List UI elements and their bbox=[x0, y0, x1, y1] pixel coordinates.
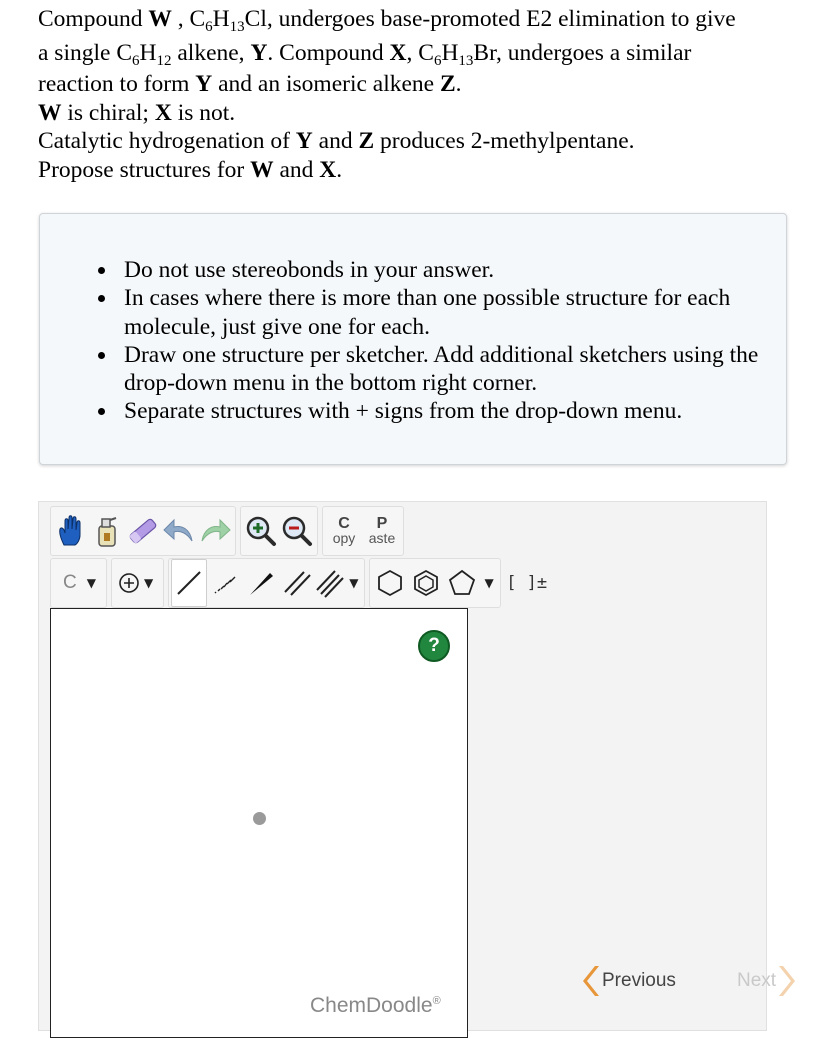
question-line-4: W is chiral; X is not. bbox=[38, 99, 236, 126]
double-bond-icon bbox=[282, 568, 312, 598]
undo-arrow-icon bbox=[162, 515, 196, 547]
element-selector[interactable] bbox=[50, 558, 107, 608]
next-button[interactable]: Next bbox=[737, 964, 796, 998]
wedge-bond-button[interactable] bbox=[243, 559, 279, 607]
triple-bond-button[interactable] bbox=[315, 559, 345, 607]
paste-button[interactable]: P aste bbox=[368, 515, 396, 546]
instruction-item: In cases where there is more than one possible structure for each molecule, just give one for each. bbox=[124, 284, 774, 341]
redo-button[interactable] bbox=[197, 507, 233, 555]
hexagon-ring-icon bbox=[375, 568, 405, 598]
benzene-ring-button[interactable] bbox=[408, 559, 444, 607]
hand-tool-button[interactable] bbox=[53, 507, 89, 555]
eraser-tool-button[interactable] bbox=[125, 507, 161, 555]
chevron-left-icon bbox=[582, 964, 602, 998]
charge-plus-icon bbox=[118, 572, 140, 594]
chevron-down-icon[interactable]: ▼ bbox=[143, 576, 154, 590]
question-line-5: Catalytic hydrogenation of Y and Z produces 2-methylpentane. bbox=[38, 128, 635, 154]
instruction-item: Draw one structure per sketcher. Add additional sketchers using the drop-down menu in the bottom right corner. bbox=[124, 341, 774, 398]
bracket-tool-button[interactable]: [ ]± bbox=[506, 573, 548, 593]
question-line-1: Compound W , $C_6H_{13}Cl$, undergoes base-promoted E2 elimination to give bbox=[38, 6, 736, 35]
chemdoodle-logo: ChemDoodle® bbox=[310, 994, 441, 1017]
toolbar-row-1 bbox=[50, 505, 408, 557]
redo-arrow-icon bbox=[198, 515, 232, 547]
single-bond-button[interactable] bbox=[171, 559, 207, 607]
wedge-bond-icon bbox=[246, 568, 276, 598]
toolbar-group-clipboard bbox=[322, 506, 404, 556]
copy-button[interactable]: C opy bbox=[332, 515, 356, 546]
instructions-box bbox=[39, 213, 787, 465]
toolbar-row-2 bbox=[50, 557, 549, 609]
bullet-icon bbox=[98, 408, 105, 415]
chevron-down-icon[interactable]: ▼ bbox=[349, 576, 359, 590]
question-text bbox=[38, 2, 808, 184]
zoom-in-icon bbox=[245, 515, 277, 547]
bullet-icon bbox=[98, 295, 105, 302]
chevron-down-icon[interactable]: ▼ bbox=[484, 576, 494, 590]
cursor-dot bbox=[253, 812, 266, 825]
cyclohexane-ring-button[interactable] bbox=[372, 559, 408, 607]
pentagon-ring-icon bbox=[447, 568, 477, 598]
toolbar-group-bonds bbox=[168, 558, 365, 608]
toolbar-group-rings bbox=[369, 558, 500, 608]
instruction-item: Do not use stereobonds in your answer. bbox=[124, 256, 774, 284]
zoom-out-icon bbox=[281, 515, 313, 547]
benzene-ring-icon bbox=[411, 568, 441, 598]
question-line-2: a single $C_6H_{12}$ alkene, Y. Compound X, $C_6H_{13}Br$, undergoes a similar bbox=[38, 40, 692, 69]
cyclopentane-ring-button[interactable] bbox=[444, 559, 480, 607]
double-bond-button[interactable] bbox=[279, 559, 315, 607]
zoom-in-button[interactable] bbox=[243, 507, 279, 555]
previous-button[interactable]: Previous bbox=[582, 964, 676, 998]
question-line-3: reaction to form Y and an isomeric alkene Z. bbox=[38, 71, 462, 97]
instructions-list bbox=[124, 256, 774, 426]
undo-button[interactable] bbox=[161, 507, 197, 555]
bullet-icon bbox=[98, 267, 105, 274]
toolbar-group-edit bbox=[50, 506, 236, 556]
charge-selector[interactable] bbox=[111, 558, 164, 608]
zoom-out-button[interactable] bbox=[279, 507, 315, 555]
eraser-icon bbox=[126, 514, 160, 548]
triple-bond-icon bbox=[315, 568, 345, 598]
spray-bottle-icon bbox=[95, 514, 119, 548]
recessed-bond-button[interactable] bbox=[207, 559, 243, 607]
bullet-icon bbox=[98, 352, 105, 359]
single-bond-icon bbox=[174, 568, 204, 598]
help-button[interactable]: ? bbox=[418, 630, 450, 662]
toolbar-group-zoom bbox=[240, 506, 318, 556]
hashed-wedge-bond-icon bbox=[210, 568, 240, 598]
clear-tool-button[interactable] bbox=[89, 507, 125, 555]
instruction-item: Separate structures with + signs from the drop-down menu. bbox=[124, 397, 774, 425]
hand-icon bbox=[57, 515, 85, 547]
question-line-6: Propose structures for W and X. bbox=[38, 156, 343, 183]
element-label: C bbox=[63, 572, 77, 593]
chevron-down-icon[interactable]: ▼ bbox=[86, 576, 96, 590]
chevron-right-icon bbox=[776, 964, 796, 998]
